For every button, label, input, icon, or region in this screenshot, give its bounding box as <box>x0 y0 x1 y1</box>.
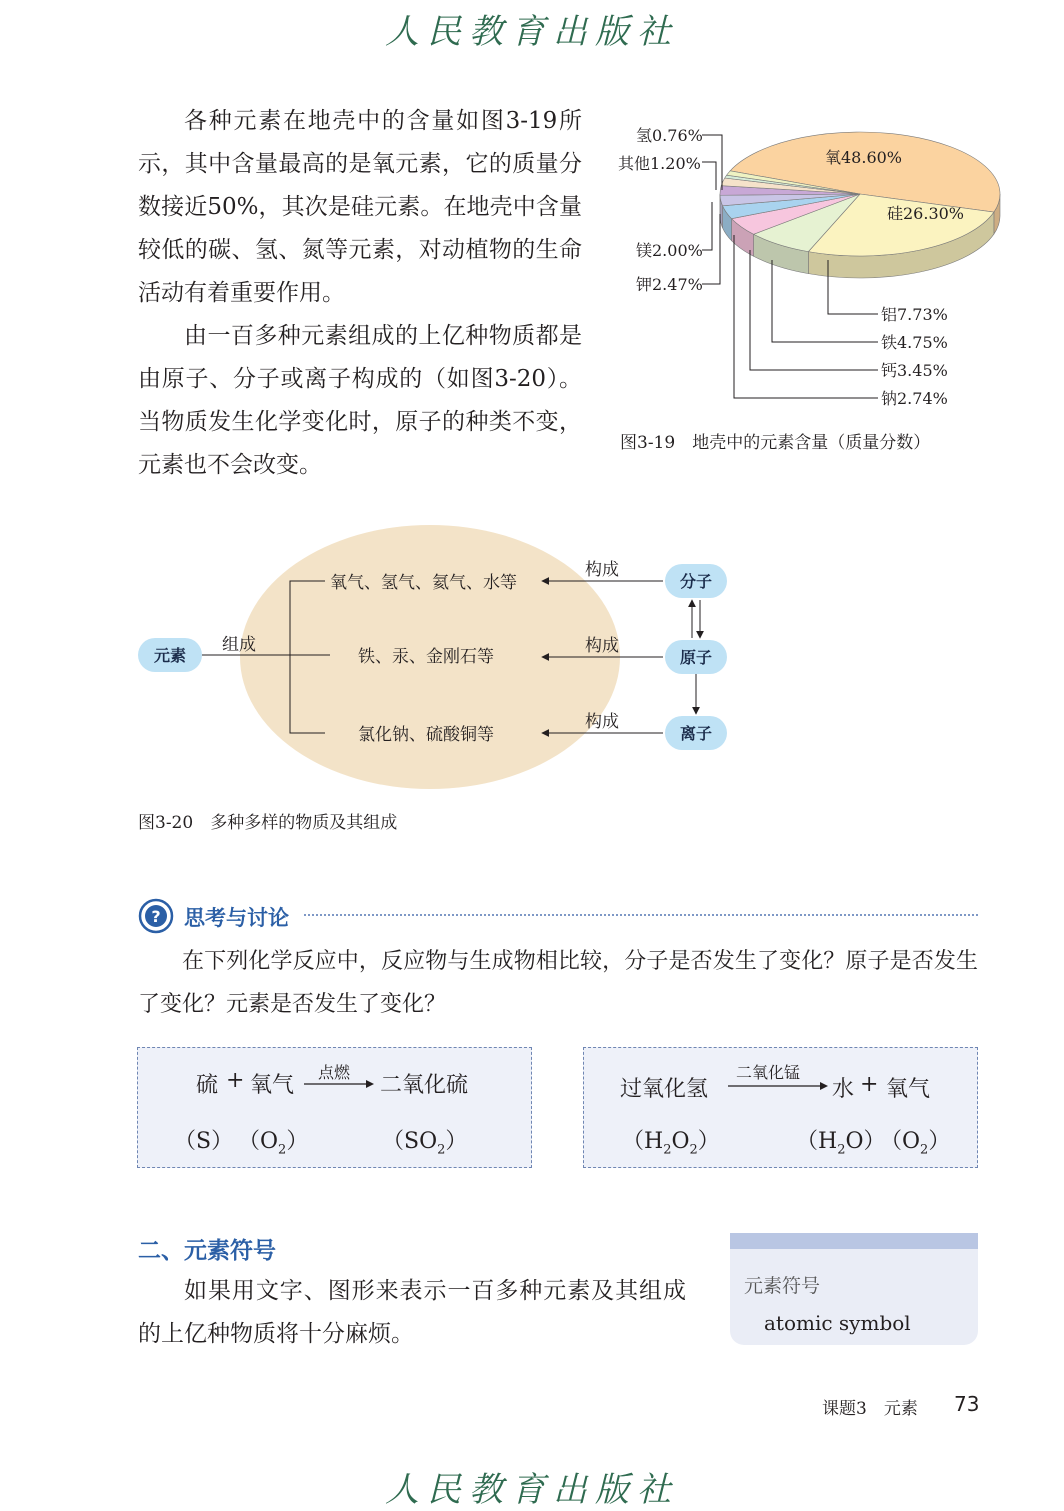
leader-potassium <box>702 214 720 284</box>
discussion-header <box>138 898 978 934</box>
crust-element-pie-chart <box>600 110 1020 420</box>
constitute-label-1: 构成 <box>585 560 619 580</box>
glossary-top-bar <box>730 1233 978 1249</box>
reaction1-arrow-icon <box>304 1078 376 1090</box>
pie-label-magnesium: 镁2.00% <box>636 241 703 260</box>
reaction2-reactant: 过氧化氢 <box>620 1072 708 1103</box>
element-node-label: 元素 <box>154 646 186 665</box>
svg-text:?: ? <box>151 907 160 926</box>
compose-label: 组成 <box>222 635 256 655</box>
substance-molecular: 氧气、氢气、氦气、水等 <box>330 573 517 593</box>
discussion-title: 思考与讨论 <box>184 902 289 932</box>
pie-label-silicon: 硅26.30% <box>887 204 964 223</box>
glossary-term-en: atomic symbol <box>764 1311 911 1335</box>
reaction-box-2 <box>583 1047 978 1168</box>
page-number: 73 <box>954 1392 979 1416</box>
pie-label-other: 其他1.20% <box>618 154 701 173</box>
constitute-label-3: 构成 <box>585 712 619 732</box>
pie-label-hydrogen: 氢0.76% <box>636 126 703 145</box>
pie-label-sodium: 钠2.74% <box>881 389 948 408</box>
discussion-dotted-rule <box>304 914 978 916</box>
constitute-label-2: 构成 <box>585 636 619 656</box>
reaction1-reactant-1: 硫 <box>196 1068 218 1099</box>
discussion-question <box>138 940 978 1026</box>
reaction1-symbol-o2: $(O_2)$ <box>238 1124 308 1157</box>
reaction1-product: 二氧化硫 <box>380 1068 468 1099</box>
reaction2-plus: + <box>860 1072 878 1097</box>
substance-composition-diagram <box>130 520 750 795</box>
publisher-logo: 人民教育出版社 <box>0 4 1064 53</box>
discussion-question-text: 在下列化学反应中，反应物与生成物相比较，分子是否发生了变化？原子是否发生了变化？元素是否发生了变化？ <box>138 940 978 1026</box>
ion-label: 离子 <box>680 724 712 743</box>
substance-ionic: 氯化钠、硫酸铜等 <box>358 725 494 745</box>
pie-label-aluminum: 铝7.73% <box>881 305 948 324</box>
footer-topic: 课题3 元素 <box>822 1394 918 1419</box>
substance-atomic: 铁、汞、金刚石等 <box>358 647 494 667</box>
section-2-heading: 二、元素符号 <box>138 1232 276 1265</box>
molecule-label: 分子 <box>680 572 712 591</box>
reaction1-symbol-s: （S） <box>174 1124 233 1155</box>
reaction2-arrow-icon <box>728 1080 830 1092</box>
reaction1-symbol-so2: $(SO_2)$ <box>382 1124 467 1157</box>
pie-label-calcium: 钙3.45% <box>881 361 948 380</box>
question-icon <box>138 898 174 934</box>
reaction1-reactant-2: 氧气 <box>250 1068 294 1099</box>
figure-3-20-caption: 图3-20 多种多样的物质及其组成 <box>138 808 397 833</box>
glossary-box <box>730 1233 978 1345</box>
atom-label: 原子 <box>680 648 712 667</box>
glossary-term-cn: 元素符号 <box>744 1271 820 1298</box>
reaction2-symbol-h2o: $(H_2O)$ <box>796 1124 886 1157</box>
pie-label-iron: 铁4.75% <box>881 333 948 352</box>
intro-paragraph-1: 各种元素在地壳中的含量如图3-19所示，其中含量最高的是氧元素，它的质量分数接近50%，其次是硅元素。在地壳中含量较低的碳、氢、氮等元素，对动植物的生命活动有着重要作用。 <box>138 100 582 315</box>
reaction2-product-1: 水 <box>832 1072 854 1103</box>
figure-3-19-caption: 图3-19 地壳中的元素含量（质量分数） <box>620 428 930 453</box>
leader-other <box>702 162 716 190</box>
pie-label-oxygen: 氧48.60% <box>825 148 902 167</box>
reaction2-condition: 二氧化锰 <box>736 1060 800 1083</box>
leader-magnesium <box>702 202 712 250</box>
reaction2-symbol-o2: $(O_2)$ <box>880 1124 950 1157</box>
publisher-logo-bottom: 人民教育出版社 <box>0 1462 1064 1511</box>
reaction1-condition: 点燃 <box>318 1060 350 1083</box>
section-2-paragraph: 如果用文字、图形来表示一百多种元素及其组成的上亿种物质将十分麻烦。 <box>138 1270 686 1356</box>
pie-label-potassium: 钾2.47% <box>636 275 703 294</box>
reaction-box-1 <box>137 1047 532 1168</box>
reaction2-symbol-h2o2: $(H_2O_2)$ <box>622 1124 720 1157</box>
reaction1-plus: + <box>226 1068 244 1093</box>
reaction2-product-2: 氧气 <box>886 1072 930 1103</box>
section-2-text <box>138 1270 686 1356</box>
intro-text <box>138 100 582 487</box>
intro-paragraph-2: 由一百多种元素组成的上亿种物质都是由原子、分子或离子构成的（如图3-20）。当物质发生化学变化时，原子的种类不变，元素也不会改变。 <box>138 315 582 487</box>
